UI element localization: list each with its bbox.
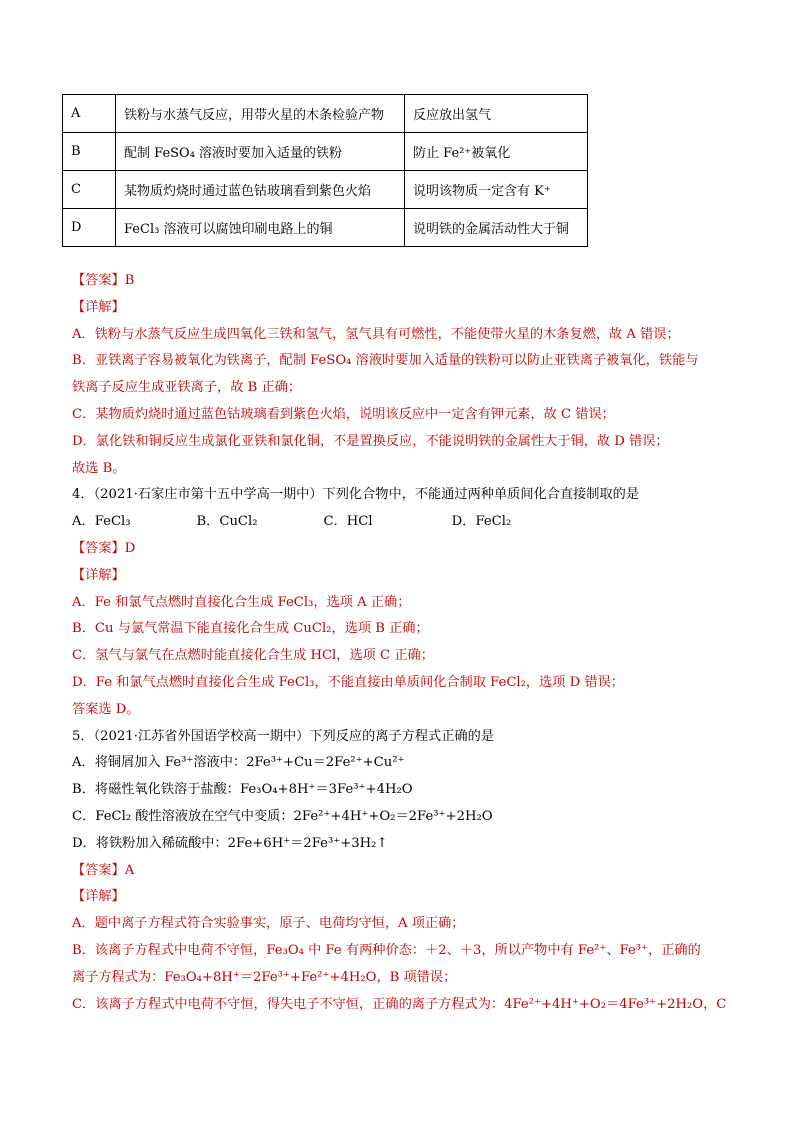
option-reason: 说明该物质一定含有 K⁺	[405, 171, 588, 209]
option-text: FeCl₃ 溶液可以腐蚀印刷电路上的铜	[116, 209, 405, 247]
text-line: C．该离子方程式中电荷不守恒，得失电子不守恒，正确的离子方程式为：4Fe²⁺+4H⁺+O₂＝4Fe³⁺+2H₂O，C	[72, 996, 727, 1012]
choice-line: D．将铁粉加入稀硫酸中：2Fe+6H⁺＝2Fe³⁺+3H₂↑	[72, 835, 388, 851]
option-letter: A	[63, 95, 116, 133]
question-line: 5．（2021·江苏省外国语学校高一期中）下列反应的离子方程式正确的是	[72, 728, 494, 744]
option-text: 铁粉与水蒸气反应，用带火星的木条检验产物	[116, 95, 405, 133]
option-letter: C	[63, 171, 116, 209]
table-row	[63, 209, 588, 247]
text-line: D．氯化铁和铜反应生成氯化亚铁和氯化铜，不是置换反应，不能说明铁的金属性大于铜，故 D 错误；	[72, 433, 669, 449]
option-reason: 防止 Fe²⁺被氧化	[405, 133, 588, 171]
option-text: 某物质灼烧时通过蓝色钴玻璃看到紫色火焰	[116, 171, 405, 209]
text-line: B．亚铁离子容易被氧化为铁离子，配制 FeSO₄ 溶液时要加入适量的铁粉可以防止亚铁离子被氧化，铁能与	[72, 353, 699, 369]
option-letter: B	[63, 133, 116, 171]
text-line: 【详解】	[72, 567, 125, 583]
text-line: 铁离子反应生成亚铁离子，故 B 正确；	[72, 380, 302, 396]
document-body	[72, 268, 732, 1018]
text-line: 离子方程式为：Fe₃O₄+8H⁺＝2Fe³⁺+Fe²⁺+4H₂O，B 项错误；	[72, 969, 457, 985]
text-line: B．Cu 与氯气常温下能直接化合生成 CuCl₂，选项 B 正确；	[72, 621, 429, 637]
choice-line: C．FeCl₂ 酸性溶液放在空气中变质：2Fe²⁺+4H⁺+O₂＝2Fe³⁺+2H₂O	[72, 808, 493, 824]
text-line: C．某物质灼烧时通过蓝色钴玻璃看到紫色火焰，说明该反应中一定含有钾元素，故 C 错误；	[72, 406, 615, 422]
choices-line: A．FeCl₃ B．CuCl₂ C．HCl D．FeCl₂	[72, 514, 512, 530]
text-line: B．该离子方程式中电荷不守恒，Fe₃O₄ 中 Fe 有两种价态：＋2、＋3，所以产物中有 Fe²⁺、Fe³⁺，正确的	[72, 942, 701, 958]
text-line: A．题中离子方程式符合实验事实，原子、电荷均守恒，A 项正确；	[72, 916, 465, 932]
text-line: 答案选 D。	[72, 701, 140, 717]
choice-line: B．将磁性氧化铁溶于盐酸：Fe₃O₄+8H⁺＝3Fe³⁺+4H₂O	[72, 782, 413, 798]
text-line: A．铁粉与水蒸气反应生成四氧化三铁和氢气，氢气具有可燃性，不能使带火星的木条复燃，故 A 错误；	[72, 326, 680, 342]
option-text: 配制 FeSO₄ 溶液时要加入适量的铁粉	[116, 133, 405, 171]
text-line: 故选 B。	[72, 460, 126, 476]
text-line: A．Fe 和氯气点燃时直接化合生成 FeCl₃，选项 A 正确；	[72, 594, 411, 610]
options-table	[62, 94, 588, 247]
option-reason: 说明铁的金属活动性大于铜	[405, 209, 588, 247]
text-line: 【详解】	[72, 299, 125, 315]
text-line: 【详解】	[72, 889, 125, 905]
choice-line: A．将铜屑加入 Fe³⁺溶液中：2Fe³⁺+Cu＝2Fe²⁺+Cu²⁺	[72, 755, 405, 771]
text-line: D．Fe 和氯气点燃时直接化合生成 FeCl₃，不能直接由单质间化合制取 FeCl₂，选项 D 错误；	[72, 674, 624, 690]
option-reason: 反应放出氢气	[405, 95, 588, 133]
text-line: 【答案】A	[72, 862, 135, 878]
text-line: C．氢气与氯气在点燃时能直接化合生成 HCl，选项 C 正确；	[72, 648, 434, 664]
table-row	[63, 95, 588, 133]
table-row	[63, 171, 588, 209]
text-line: 【答案】D	[72, 540, 136, 556]
option-letter: D	[63, 209, 116, 247]
text-line: 【答案】B	[72, 273, 135, 288]
question-line: 4．（2021·石家庄市第十五中学高一期中）下列化合物中，不能通过两种单质间化合直接制取的是	[72, 487, 640, 503]
table-row	[63, 133, 588, 171]
